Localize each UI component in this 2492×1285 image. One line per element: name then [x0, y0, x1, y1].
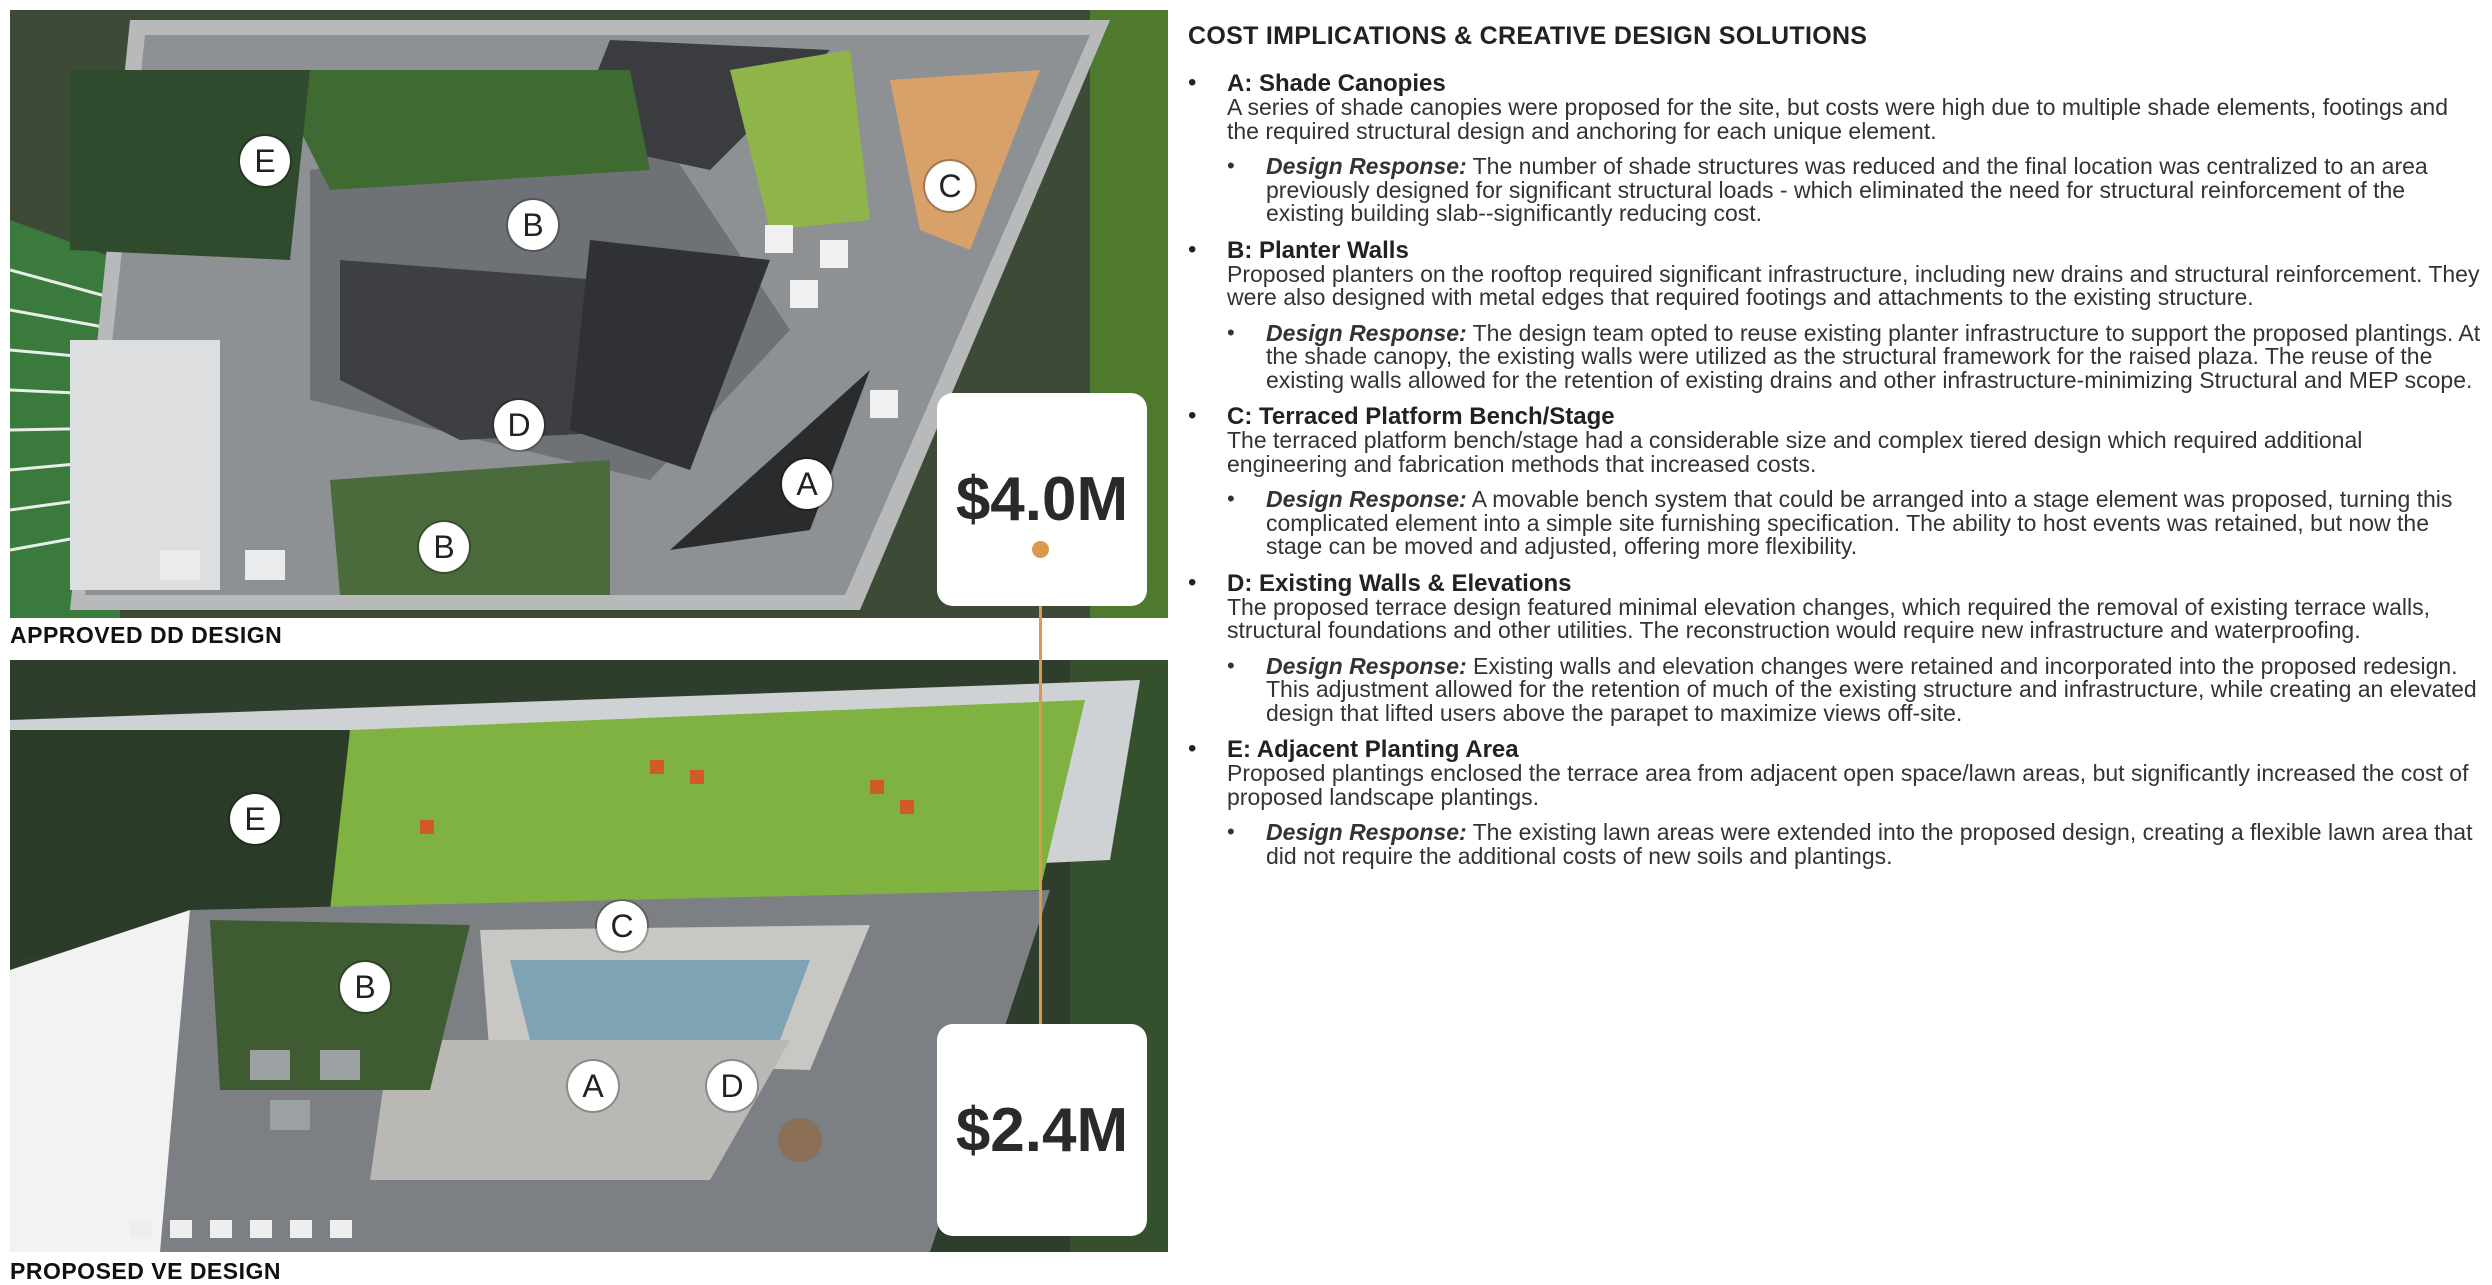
- marker-e-top: E: [240, 136, 290, 186]
- design-response: [1227, 155, 2483, 226]
- marker-c-bottom: C: [597, 901, 647, 951]
- design-response-lead: Design Response:: [1266, 153, 1467, 179]
- section-body: The proposed terrace design featured minimal elevation changes, which required the removal of existing terrace walls, structural foundations and other utilities. The reconstruction would require new infrastructure and waterproofing.: [1227, 593, 2431, 643]
- design-response-text: The number of shade structures was reduced and the final location was centralized to an area previously designed for significant structural loads - which eliminated the need for structural reinforcement of the existing building slab--significantly reducing cost.: [1266, 153, 2428, 226]
- design-response-text: Existing walls and elevation changes were retained and incorporated into the proposed redesign. This adjustment allowed for the retention of much of the existing structure and infrastructure, while creating an elevated design that lifted users above the parapet to maximize views off-site.: [1266, 652, 2477, 726]
- cost-implications-text: [1188, 22, 2483, 880]
- design-response-text: A movable bench system that could be arranged into a stage element was proposed, turning this complicated element into a simple site furnishing specification. The ability to host events was retained, but now the stage can be moved and adjusted, offering more flexibility.: [1266, 486, 2453, 559]
- section-shade-canopies: [1188, 71, 2483, 226]
- design-response: [1227, 821, 2483, 868]
- marker-d-top: D: [494, 400, 544, 450]
- bullet-icon: •: [1227, 319, 1235, 345]
- section-body: A series of shade canopies were proposed for the site, but costs were high due to multiple shade elements, footings and the required structural design and anchoring for each unique element.: [1227, 94, 2449, 144]
- marker-a-bottom: A: [568, 1061, 618, 1111]
- section-adjacent-planting: [1188, 737, 2483, 868]
- bullet-icon: •: [1188, 568, 1197, 596]
- bullet-icon: •: [1227, 819, 1235, 844]
- marker-c-top: C: [925, 161, 975, 211]
- proposed-cost-card: [937, 1024, 1147, 1236]
- approved-dd-caption: APPROVED DD DESIGN: [10, 622, 283, 648]
- design-response: [1227, 319, 2483, 393]
- cost-reduction-arrow-line: [1039, 548, 1042, 1072]
- marker-b-top: B: [508, 200, 558, 250]
- section-title: C: Terraced Platform Bench/Stage: [1227, 403, 1615, 430]
- approved-cost-card: [937, 393, 1147, 606]
- marker-a-top: A: [782, 459, 832, 509]
- section-body: Proposed planters on the rooftop required significant infrastructure, including new drains and structural reinforcement. They were also designed with metal edges that required footings and attachments to the existing structure.: [1227, 260, 2480, 310]
- bullet-icon: •: [1227, 153, 1235, 178]
- cost-arrow-start-dot: [1032, 541, 1049, 558]
- design-response: [1227, 652, 2483, 726]
- section-title: E: Adjacent Planting Area: [1227, 736, 1519, 763]
- bullet-icon: •: [1188, 69, 1197, 96]
- design-response-text: The existing lawn areas were extended into the proposed design, creating a flexible lawn area that did not require the additional costs of new soils and plantings.: [1266, 819, 2473, 869]
- bullet-icon: •: [1227, 652, 1235, 678]
- marker-d-bottom: D: [707, 1061, 757, 1111]
- section-existing-walls: [1188, 568, 2483, 726]
- section-body: The terraced platform bench/stage had a considerable size and complex tiered design which required additional engineering and fabrication methods that increased costs.: [1227, 427, 2363, 477]
- proposed-cost-value: $2.4M: [955, 1095, 1129, 1165]
- bullet-icon: •: [1188, 402, 1197, 429]
- section-title: D: Existing Walls & Elevations: [1227, 569, 1572, 597]
- section-body: Proposed plantings enclosed the terrace area from adjacent open space/lawn areas, but significantly increased the cost of proposed landscape plantings.: [1227, 760, 2469, 810]
- section-title: A: Shade Canopies: [1227, 70, 1446, 97]
- proposed-ve-caption: PROPOSED VE DESIGN: [10, 1258, 282, 1284]
- bullet-icon: •: [1188, 735, 1197, 762]
- design-response-text: The design team opted to reuse existing planter infrastructure to support the proposed plantings. At the shade canopy, the existing walls were utilized as the structural framework for the raised plaza. The reuse of the existing walls allowed for the retention of existing drains and other infrastructure-minimizing Structural and MEP scope.: [1266, 319, 2481, 393]
- page-heading: COST IMPLICATIONS & CREATIVE DESIGN SOLUTIONS: [1188, 22, 1868, 50]
- marker-b-bottom: B: [340, 962, 390, 1012]
- design-response-lead: Design Response:: [1266, 486, 1467, 512]
- section-terraced-platform: [1188, 404, 2483, 559]
- design-response-lead: Design Response:: [1266, 819, 1467, 845]
- bullet-icon: •: [1188, 235, 1197, 263]
- section-planter-walls: [1188, 235, 2483, 393]
- marker-b2-top: B: [419, 522, 469, 572]
- section-title: B: Planter Walls: [1227, 236, 1409, 264]
- bullet-icon: •: [1227, 486, 1235, 511]
- marker-e-bottom: E: [230, 794, 280, 844]
- design-response-lead: Design Response:: [1266, 652, 1467, 679]
- approved-cost-value: $4.0M: [955, 465, 1129, 534]
- design-response-lead: Design Response:: [1266, 319, 1467, 346]
- design-response: [1227, 488, 2483, 559]
